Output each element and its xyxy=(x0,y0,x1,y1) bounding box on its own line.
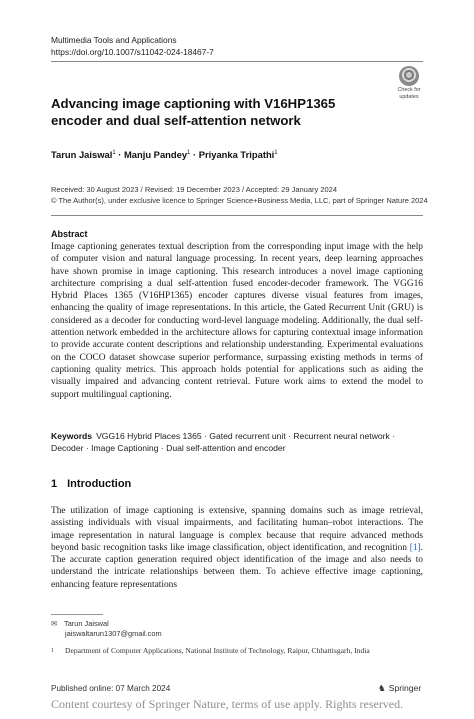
affiliation xyxy=(51,646,423,656)
copyright-line: © The Author(s), under exclusive licence to Springer Science+Business Media, LLC, part of Springer Nature 2024 xyxy=(51,195,428,205)
history-dates: Received: 30 August 2023 / Revised: 19 December 2023 / Accepted: 29 January 2024 xyxy=(51,185,338,194)
intro-text-part1: The utilization of image captioning is extensive, spanning domains such as image retrieval, assisting individuals with visual impairments, and facilitating human–robot interactions. The image representation in natural language is complex because that require advanced methods beyond basic recognition tasks like image classification, object identification, and recognition xyxy=(51,506,423,553)
abstract-heading: Abstract xyxy=(51,229,88,239)
badge-line2: updates xyxy=(399,94,419,100)
crossmark-icon xyxy=(399,66,419,86)
keywords-block xyxy=(51,430,423,454)
author-name[interactable]: Priyanka Tripathi xyxy=(198,149,275,160)
intro-paragraph xyxy=(51,505,423,591)
affil-sup: 1 xyxy=(51,648,54,654)
envelope-icon: ✉ xyxy=(51,619,58,628)
publisher-name: Springer xyxy=(388,683,422,693)
journal-name: Multimedia Tools and Applications xyxy=(51,35,177,45)
corresponding-author xyxy=(51,619,162,639)
intro-text-part2: . The accurate caption generation required object identification of the image and also needs to understand the intricate relationships between them. To achieve effective image captioning, enhancing feature representations xyxy=(51,542,423,590)
abstract-text: Image captioning generates textual description from the corresponding input image with the help of computer vision and natural language processing. In recent years, deep learning approaches have shown promise in image captioning. This research introduces a novel image captioning architecture comprising a dual self-attention fused encoder-decoder framework. The VGG16 Hybrid Places 1365 (V16HP1365) encoder captures diverse visual features from images, enhancing the quality of image representations. In this article, the Gated Recurrent Unit (GRU) is considered as a decoder for conducting word-level language modeling. Additionally, the dual self-attention network embedded in the architecture allows for capturing contextual image information to provide accurate content descriptions and relationship understanding. Experimental evaluations on the COCO dataset showcase superior performance, surpassing existing methods in terms of captioning quality metrics. This approach holds potential for applications such as aiding the visually impaired and advancing content retrieval. Future work aims to extend the model to support multilingual captioning. xyxy=(51,242,423,400)
courtesy-watermark: Content courtesy of Springer Nature, terms of use apply. Rights reserved. xyxy=(51,697,404,711)
abstract-top-rule xyxy=(51,215,423,216)
author-affil-sup: 1 xyxy=(274,149,278,156)
paper-title: Advancing image captioning with V16HP1365 encoder and dual self-attention network xyxy=(51,96,336,128)
author-affil-sup: 1 xyxy=(112,149,116,156)
check-for-updates-badge[interactable] xyxy=(393,66,425,100)
springer-horse-icon: ♞ xyxy=(378,683,386,693)
springer-logo xyxy=(378,683,421,694)
citation-link[interactable]: [1] xyxy=(409,542,421,553)
header-rule xyxy=(51,61,423,62)
section-number: 1 xyxy=(51,478,58,490)
author-affil-sup: 1 xyxy=(187,149,191,156)
badge-line1: Check for xyxy=(397,87,421,93)
keywords-label: Keywords xyxy=(51,431,93,441)
affil-text: Department of Computer Applications, National Institute of Technology, Raipur, Chhattisgarh, India xyxy=(65,646,370,655)
journal-doi[interactable]: https://doi.org/10.1007/s11042-024-18467-7 xyxy=(51,47,214,57)
author-name[interactable]: Manju Pandey xyxy=(124,149,188,160)
article-history xyxy=(51,185,428,206)
author-separator: · xyxy=(190,149,199,160)
section-heading xyxy=(51,478,131,490)
author-list xyxy=(51,149,278,160)
corr-name: Tarun Jaiswal xyxy=(64,619,109,628)
published-online: Published online: 07 March 2024 xyxy=(51,684,171,693)
keywords-text: VGG16 Hybrid Places 1365 · Gated recurrent unit · Recurrent neural network · Decoder · Image Captioning · Dual self-attention and encoder xyxy=(51,431,396,453)
journal-header xyxy=(51,34,214,58)
footnote-rule xyxy=(51,614,103,615)
section-title: Introduction xyxy=(67,478,132,490)
corr-email[interactable]: jaiswaltarun1307@gmail.com xyxy=(65,629,162,638)
author-separator: · xyxy=(115,149,124,160)
author-name[interactable]: Tarun Jaiswal xyxy=(51,149,113,160)
